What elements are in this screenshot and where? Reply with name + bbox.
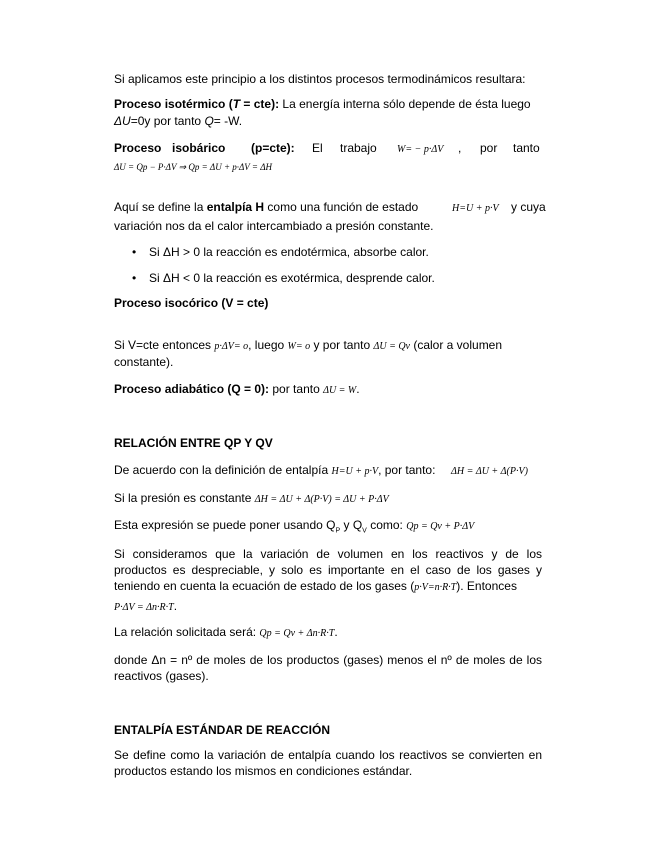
isotermico-line2-mid: =0y por tanto [130, 114, 205, 128]
isobarico-word-por: por [480, 141, 498, 155]
formula-du-w: ΔU = W [323, 385, 357, 396]
q-var: Q [204, 114, 214, 128]
isotermico-title-var: T [232, 97, 241, 111]
adiabatico-end: . [356, 382, 360, 396]
formula-qp: ΔU = Qp − P·ΔV ⇒ Qp = ΔU + p·ΔV = ΔH [114, 162, 272, 172]
relacion-heading: RELACIÓN ENTRE QP Y QV [114, 436, 273, 450]
relacion-line1-b: , por tanto: [378, 463, 436, 477]
bullet-endotermica: Si ΔH > 0 la reacción es endotérmica, absorbe calor. [149, 245, 429, 259]
formula-dh: ΔH = ΔU + Δ(P·V) [451, 466, 528, 477]
relacion-para-text: Si consideramos que la variación de volumen en los reactivos y de los productos es despreciable, y solo es importante en el caso de los gases y teniendo en cuenta la ecuación de estado de los gases ( [114, 547, 542, 593]
relacion-line-5 [114, 624, 542, 642]
formula-du-qv: ΔU = Qv [373, 341, 410, 352]
isobarico-title: Proceso [114, 141, 162, 155]
entalpia-def-line-2: variación nos da el calor intercambiado a presión constante. [114, 219, 434, 233]
isotermico-text: La energía interna sólo depende de ésta luego [279, 97, 531, 111]
bullet-icon: • [132, 245, 137, 259]
isobarico-word-tanto: tanto [513, 141, 540, 155]
isotermico-line2-end: = -W. [213, 114, 243, 128]
isobarico-line-1 [114, 140, 542, 156]
isotermico-title-end: = cte): [240, 97, 280, 111]
isobarico-word-el: El [312, 141, 323, 155]
isotermico-title: Proceso isotérmico ( [114, 97, 233, 111]
entalpia-term: entalpía H [206, 200, 265, 214]
isocorico-line-1 [114, 337, 542, 355]
isobarico-comma: , [458, 141, 462, 155]
relacion-line-1 [114, 462, 542, 480]
isocorico-c: y por tanto [313, 338, 371, 352]
relacion-line-2 [114, 490, 542, 508]
relacion-line1-a: De acuerdo con la definición de entalpía [114, 463, 329, 477]
estandar-heading: ENTALPÍA ESTÁNDAR DE REACCIÓN [114, 723, 331, 737]
entalpia-def-c: como una función de estado [264, 200, 419, 214]
relacion-para-end: ). Entonces [456, 579, 517, 593]
bullet-icon: • [132, 271, 137, 285]
relacion-line5-a: La relación solicitada será: [114, 625, 257, 639]
entalpia-def-a: Aquí se define la [114, 200, 207, 214]
relacion-paragraph [114, 546, 542, 596]
isocorico-line-2: constante). [114, 355, 174, 369]
formula-pdv: p·ΔV= o [214, 341, 249, 352]
isobarico-title-2: isobárico [172, 141, 226, 155]
relacion-line-4 [114, 598, 542, 616]
formula-final: Qp = Qv + Δn·R·T [259, 628, 335, 639]
delta-u-var: ΔU [114, 114, 131, 128]
formula-h-def: H=U + p·V [331, 466, 379, 477]
formula-dh-p-const: ΔH = ΔU + Δ(P·V) = ΔU + P·ΔV [254, 494, 389, 505]
isobarico-word-trabajo: trabajo [340, 141, 377, 155]
relacion-donde: donde Δn = nº de moles de los productos (gases) menos el nº de moles de los reactivos (gases). [114, 653, 542, 683]
estandar-text: Se define como la variación de entalpía cuando los reactivos se convierten en productos estando los mismos en condiciones estándar. [114, 748, 542, 778]
relacion-line3-c: como: [370, 518, 403, 532]
isocorico-d: (calor a volumen [413, 338, 503, 352]
isocorico-b: , luego [248, 338, 285, 352]
isotermico-line-1 [114, 96, 542, 112]
adiabatico-text: por tanto [269, 382, 324, 396]
isocorico-title: Proceso isocórico (V = cte) [114, 296, 269, 310]
relacion-line3-a: Esta expresión se puede poner usando Q [114, 518, 336, 532]
isocorico-a: Si V=cte entonces [114, 338, 212, 352]
formula-qp-qv: Qp = Qv + P·ΔV [406, 521, 475, 532]
relacion-line-3: Esta expresión se puede poner usando $Q_P$ y $Q_V$ como: Qp = Qv + P·ΔV [114, 518, 475, 535]
formula-work: W= − p·ΔV [397, 144, 444, 155]
formula-w-zero: W= o [287, 341, 311, 352]
isobarico-line-2 [114, 158, 542, 175]
entalpia-def-line-1 [114, 199, 546, 215]
relacion-line5-end: . [334, 625, 338, 639]
formula-ideal-gas: p·V=n·R·T [414, 582, 457, 593]
adiabatico-title: Proceso adiabático (Q = 0): [114, 382, 270, 396]
isobarico-title-3: (p=cte): [251, 141, 295, 155]
intro-text: Si aplicamos este principio a los distintos procesos termodinámicos resultara: [114, 72, 526, 86]
bullet-exotermica: Si ΔH < 0 la reacción es exotérmica, desprende calor. [149, 271, 435, 285]
formula-pdv-dnrt: P·ΔV = Δn·R·T [114, 602, 174, 613]
relacion-f5-end: . [173, 599, 178, 613]
isotermico-line-2 [114, 113, 542, 129]
formula-enthalpy: H=U + p·V [452, 203, 499, 214]
entalpia-def-d: y cuya [511, 200, 546, 214]
adiabatico-line [114, 381, 542, 399]
relacion-line2-a: Si la presión es constante [114, 491, 252, 505]
relacion-line3-b: y Q [343, 518, 363, 532]
